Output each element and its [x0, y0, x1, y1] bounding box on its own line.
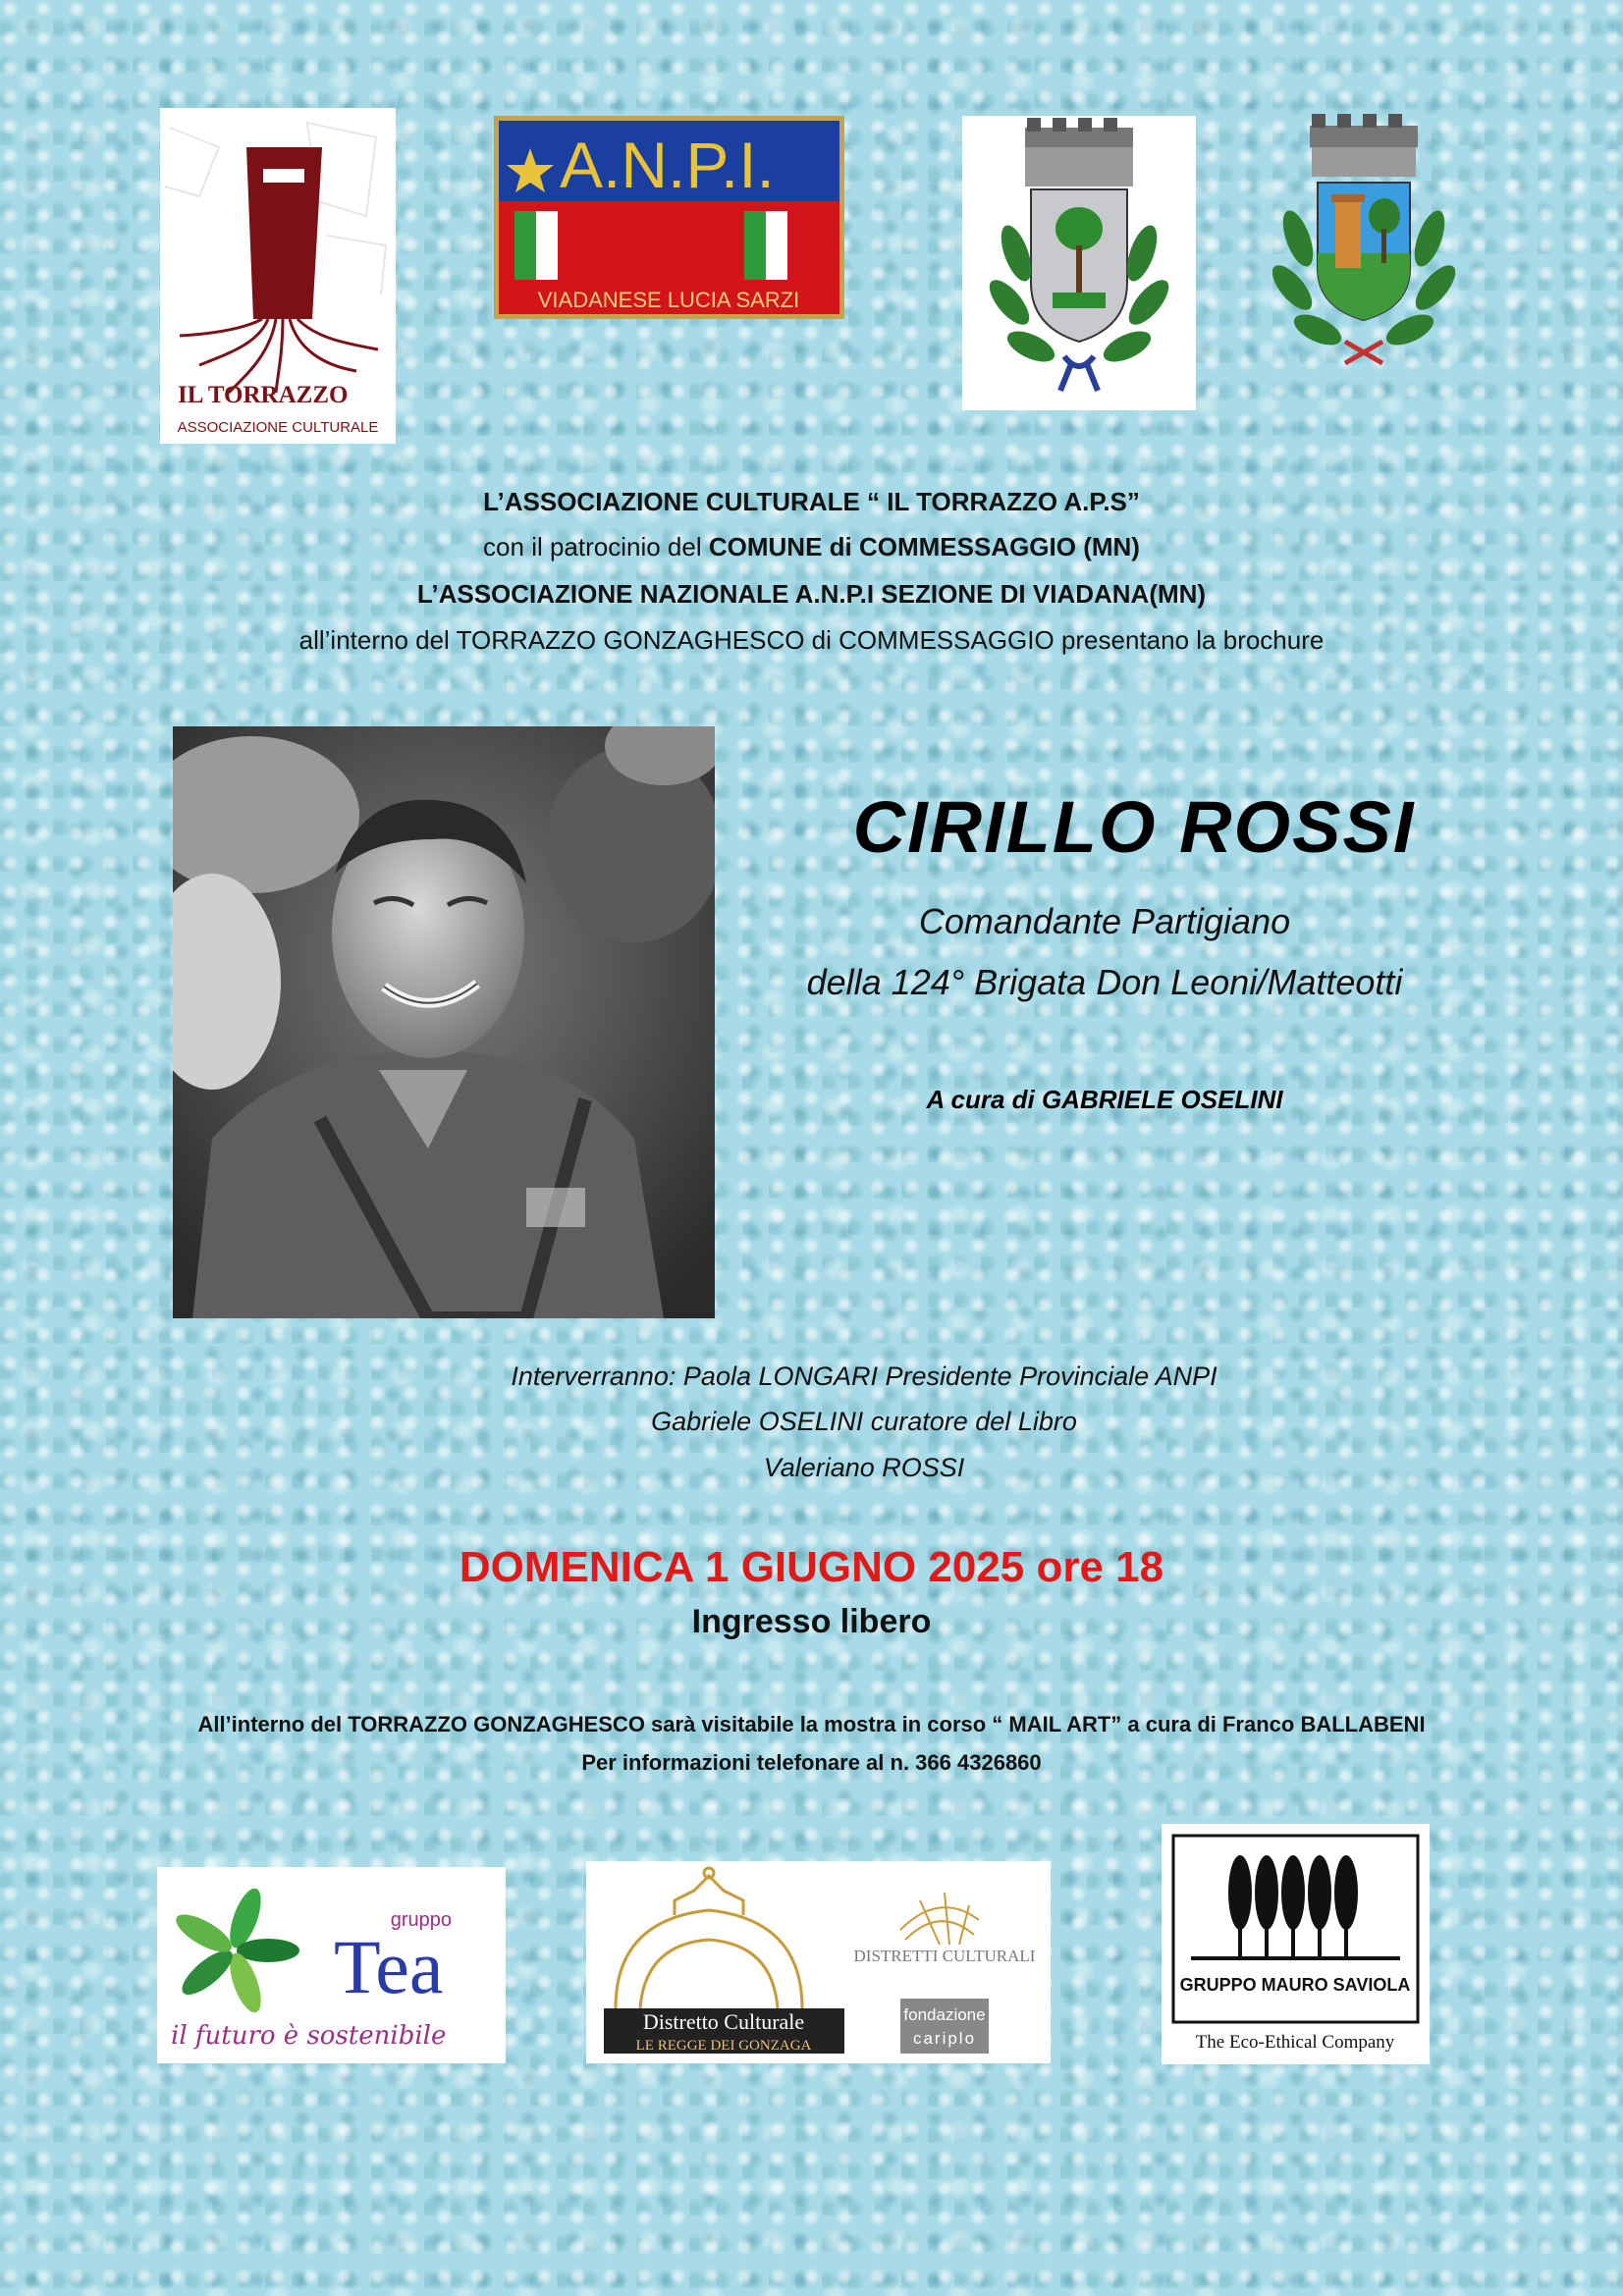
speaker-line-3: Valeriano ROSSI — [763, 1453, 965, 1482]
event-role-line-2: della 124° Brigata Don Leoni/Matteotti — [806, 962, 1403, 1002]
distretto-culturale-dome-logo — [586, 1861, 1051, 2063]
torre-crest — [1247, 106, 1483, 371]
event-date: DOMENICA 1 GIUGNO 2025 ore 18 — [459, 1543, 1164, 1591]
svg-text:gruppo: gruppo — [390, 1909, 452, 1931]
svg-text:GRUPPO MAURO SAVIOLA: GRUPPO MAURO SAVIOLA — [1179, 1975, 1411, 1995]
svg-text:Tea: Tea — [334, 1924, 444, 2009]
portrait-photo — [173, 726, 715, 1318]
svg-text:A.N.P.I.: A.N.P.I. — [560, 129, 775, 201]
commessaggio-crest — [962, 116, 1196, 410]
torrazzo-logo — [160, 108, 396, 444]
torre-tree-crest — [1247, 106, 1483, 371]
intro-line-1: L’ASSOCIAZIONE CULTURALE “ IL TORRAZZO A.P.S” — [483, 487, 1140, 516]
svg-text:fondazione: fondazione — [903, 2005, 986, 2024]
svg-text:DISTRETTI CULTURALI: DISTRETTI CULTURALI — [853, 1947, 1036, 1965]
intro-line-2: con il patrocinio del COMUNE di COMMESSAGGIO (MN) — [483, 532, 1140, 561]
event-title: CIRILLO ROSSI — [852, 786, 1416, 868]
torrazzo-tower-roots-logo — [160, 108, 396, 444]
saviola-logo — [1162, 1824, 1430, 2064]
svg-text:cariplo: cariplo — [912, 2029, 977, 2048]
exhibition-info: All’interno del TORRAZZO GONZAGHESCO sarà visitabile la mostra in corso “ MAIL ART” a cura di Franco BALLABENI — [197, 1712, 1426, 1736]
svg-text:VIADANESE LUCIA SARZI: VIADANESE LUCIA SARZI — [537, 288, 800, 312]
speaker-line-2: Gabriele OSELINI curatore del Libro — [651, 1407, 1077, 1436]
svg-text:IL TORRAZZO: IL TORRAZZO — [178, 382, 349, 408]
event-role-line-1: Comandante Partigiano — [918, 901, 1291, 941]
speaker-line-1: Interverranno: Paola LONGARI Presidente Provinciale ANPI — [511, 1362, 1217, 1391]
svg-text:Distretto Culturale: Distretto Culturale — [642, 2009, 805, 2034]
anpi-star-flag-logo — [499, 121, 839, 314]
portrait-photo-image — [173, 726, 715, 1318]
commessaggio-tree-crest — [962, 116, 1196, 410]
tea-logo — [157, 1867, 506, 2063]
tea-leaves-logo — [157, 1867, 506, 2063]
phone-info: Per informazioni telefonare al n. 366 4326860 — [581, 1750, 1042, 1775]
intro-line-4: all’interno del TORRAZZO GONZAGHESCO di COMMESSAGGIO presentano la brochure — [298, 625, 1325, 655]
distretto-culturale-logo — [586, 1861, 1051, 2063]
event-entry: Ingresso libero — [691, 1603, 932, 1640]
svg-text:LE REGGE DEI GONZAGA: LE REGGE DEI GONZAGA — [635, 2038, 812, 2054]
anpi-logo — [494, 116, 844, 319]
svg-text:il futuro è sostenibile: il futuro è sostenibile — [171, 2021, 447, 2051]
intro-line-3: L’ASSOCIAZIONE NAZIONALE A.N.P.I SEZIONE DI VIADANA(MN) — [416, 579, 1207, 609]
svg-text:ASSOCIAZIONE CULTURALE: ASSOCIAZIONE CULTURALE — [177, 419, 379, 436]
svg-text:The Eco-Ethical Company: The Eco-Ethical Company — [1195, 2032, 1395, 2053]
event-curator: A cura di GABRIELE OSELINI — [926, 1085, 1283, 1114]
saviola-cypress-trees-logo — [1162, 1824, 1430, 2064]
